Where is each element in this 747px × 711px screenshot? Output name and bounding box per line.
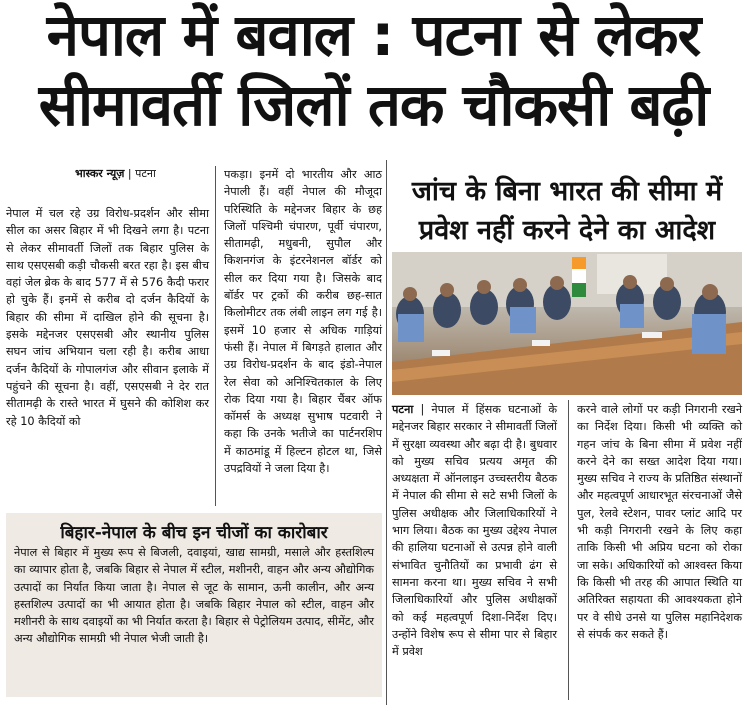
left-article-column-2: पकड़ा। इनमें दो भारतीय और आठ नेपाली हैं। वहीं नेपाल की मौजूदा परिस्थिति के मद्देनजर बिहार के छह जिलों पश्चिमी चंपारण, पूर्वी चंपारण, सीतामढ़ी, मधुबनी, सुपौल और किशनगंज के इंटरनेशनल बॉर्डर को सील कर दिया गया है। जिसके बाद बॉर्डर पर ट्रकों की करीब छह-सात किलोमीटर तक लंबी लाइन लग गई है। इसमें 10 हजार से अधिक गाड़ियां फंसी हैं। नेपाल में बिगड़ते हालात और उग्र विरोध-प्रदर्शन के बाद इंडो-नेपाल रेल सेवा को अनिश्चितकाल के लिए रोक दिया गया है। बिहार चैंबर ऑफ कॉमर्स के अध्यक्ष सुभाष पटवारी ने कहा कि उनके भतीजे का पार्टनरशिप में काठमांडू में हिल्टन होटल था, जिसे उपद्रवियों ने जला दिया है। (224, 168, 382, 476)
meeting-photo-image (392, 252, 742, 395)
headline-line-1: नेपाल में बवाल : पटना से लेकर (46, 1, 701, 69)
byline-source: भास्कर न्यूज़ (75, 167, 125, 180)
left-article-column-1: नेपाल में चल रहे उग्र विरोध-प्रदर्शन और सीमा सील का असर बिहार में भी दिखने लगा है। पटना से लेकर सीमावर्ती जिलों तक बिहार पुलिस के साथ एसएसबी कड़ी चौकसी बरत रहा है। इस बीच वहां जेल ब्रेक के बाद 577 में से 576 कैदी फरार हो चुके हैं। इनमें से करीब दो दर्जन कैदियों के बिहार की सीमा में दाखिल होने की सूचना है। इसके मद्देनजर एसएसबी और स्थानीय पुलिस सघन जांच अभियान चला रही है। करीब आधा दर्जन कैदियों के गोपालगंज और सीवान इलाके में पहुंचने की सूचना है। वहीं, एसएसबी ने देर रात सीतामढ़ी के रास्ते भारत में घुसने की कोशिश कर रहे 10 कैदियों को (6, 207, 209, 428)
column-divider (215, 166, 216, 506)
trade-box-title: बिहार-नेपाल के बीच इन चीजों का कारोबार (60, 523, 328, 543)
byline-separator: | (124, 167, 136, 180)
subheadline: जांच के बिना भारत की सीमा में प्रवेश नहीं करने देने का आदेश (411, 176, 723, 246)
dateline: पटना (392, 403, 414, 416)
byline-city: पटना (135, 167, 156, 180)
right-article-column-1 (392, 401, 557, 660)
byline (75, 166, 156, 181)
headline (0, 0, 747, 150)
section-divider (386, 160, 387, 705)
column-divider (568, 400, 569, 700)
right-article-column-1-text: | नेपाल में हिंसक घटनाओं के मद्देनजर बिहार सरकार ने सीमावर्ती जिलों में सुरक्षा व्यवस्था और बढ़ा दी है। बुधवार को मुख्य सचिव प्रत्यय अमृत की अध्यक्षता में ऑनलाइन उच्चस्तरीय बैठक में नेपाल की सीमा से सटे सभी जिलों के पुलिस अधीक्षक और जिलाधिकारियों ने भाग लिया। बैठक का मुख्य उद्देश्य नेपाल की हालिया घटनाओं से उत्पन्न होने वाली संभावित चुनौतियों का प्रभावी ढंग से सामना करना था। मुख्य सचिव ने सभी जिलाधिकारियों और पुलिस अधीक्षकों को कई महत्वपूर्ण दिशा-निर्देश दिए। उन्होंने विशेष रूप से सीमा पार से बिहार में प्रवेश (392, 403, 557, 659)
right-article-column-2: करने वाले लोगों पर कड़ी निगरानी रखने का निर्देश दिया। किसी भी व्यक्ति को गहन जांच के बिना सीमा में प्रवेश नहीं करने देने का सख्त आदेश दिया गया। मुख्य सचिव ने राज्य के प्रतिष्ठित संस्थानों और महत्वपूर्ण आधारभूत संरचनाओं जैसे पुल, रेलवे स्टेशन, पावर प्लांट आदि पर भी कड़ी निगरानी रखने के लिए कहा ताकि किसी भी अप्रिय घटना को रोका जा सके। अधिकारियों को आश्वस्त किया कि किसी भी तरह की आपात स्थिति या अतिरिक्त सहायता की आवश्यकता होने पर वे सीधे उनसे या पुलिस महानिदेशक से संपर्क कर सकते हैं। (577, 403, 742, 641)
trade-box-body: नेपाल से बिहार में मुख्य रूप से बिजली, दवाइयां, खाद्य सामग्री, मसाले और हस्तशिल्प का व्यापार होता है, जबकि बिहार से नेपाल में स्टील, मशीनरी, वाहन और अन्य औद्योगिक उत्पादों का निर्यात किया जाता है। नेपाल से जूट के सामान, ऊनी कालीन, और अन्य हस्तशिल्प उत्पादों का भी आयात होता है। जबकि बिहार नेपाल को स्टील, वाहन और मशीनरी के साथ दवाइयों का भी निर्यात करता है। बिहार से पेट्रोलियम उत्पाद, सीमेंट, और अन्य औद्योगिक सामग्री भी नेपाल भेजी जाती है। (14, 546, 374, 646)
headline-line-2: सीमावर्ती जिलों तक चौकसी बढ़ी (38, 71, 709, 139)
meeting-photo (392, 252, 742, 395)
